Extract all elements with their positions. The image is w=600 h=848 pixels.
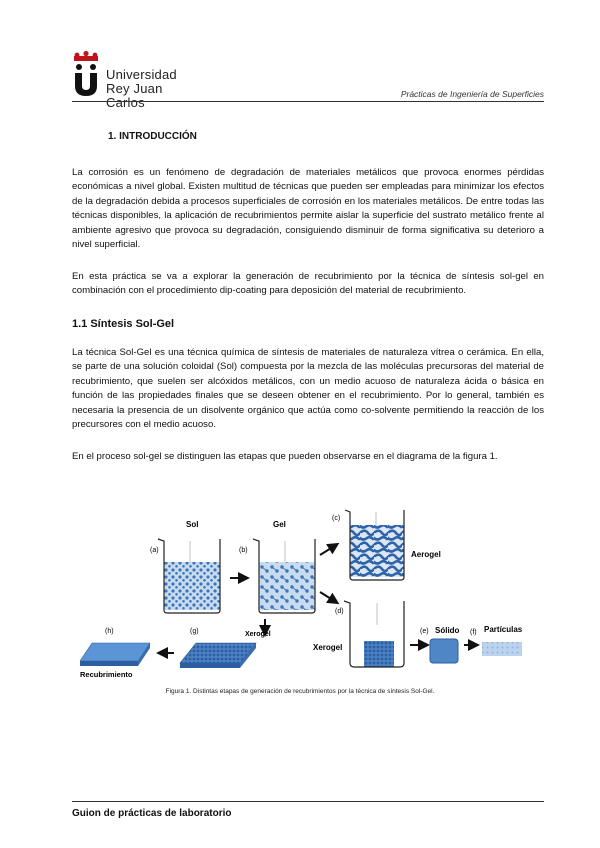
label-recubrimiento: Recubrimiento: [80, 670, 133, 679]
crown-u-logo-icon: [72, 50, 102, 96]
label-xerogel-left: Xerogel: [245, 631, 271, 638]
particles-block: [482, 642, 522, 656]
label-f: (f): [470, 629, 477, 636]
beaker-xerogel: [344, 601, 404, 667]
label-gel: Gel: [273, 520, 286, 529]
label-a: (a): [150, 547, 159, 554]
paragraph-practica: En esta práctica se va a explorar la generación de recubrimiento por la técnica de síntesis sol-gel en combinación con el procedimiento dip-coating para deposición del material de recubrimiento.: [72, 271, 544, 297]
header-divider: [72, 101, 544, 102]
label-aerogel: Aerogel: [411, 550, 441, 559]
paragraph-etapas: En el proceso sol-gel se distinguen las etapas que pueden observarse en el diagrama de la figura 1.: [72, 451, 498, 462]
label-xerogel-right: Xerogel: [313, 643, 343, 652]
sol-gel-diagram: [80, 505, 540, 685]
label-g: (g): [190, 628, 199, 635]
coating-plate: [80, 643, 150, 666]
label-c: (c): [332, 515, 341, 522]
paragraph-corrosion: La corrosión es un fenómeno de degradación de materiales metálicos que provoca enormes pérdidas económicas a nivel global. Existen multitud de técnicas que pueden ser empleadas para minimizar los efectos de la degradación debida a procesos superficiales de corrosión en los materiales metálicos. De entre todas las técnicas disponibles, la aplicación de recubrimientos permite aislar la superficie del sustrato metálico frente al ambiente agresivo que provoca su degradación, consiguiendo disminuir de forma significativa su deterioro a nivel superficial.: [72, 167, 544, 251]
beaker-aerogel: [345, 510, 404, 580]
coated-plate: [180, 643, 256, 668]
arrow-gel-to-xerogel: [320, 592, 336, 602]
label-b: (b): [239, 547, 248, 554]
section-heading-sintesis-sol-gel: 1.1 Síntesis Sol-Gel: [72, 318, 175, 330]
label-h: (h): [105, 628, 114, 635]
label-e: (e): [420, 628, 429, 635]
label-sol: Sol: [186, 520, 199, 529]
label-particulas: Partículas: [484, 625, 523, 634]
course-title: Prácticas de Ingeniería de Superficies: [400, 89, 544, 99]
university-name-line2: Rey Juan Carlos: [106, 81, 163, 110]
footer-divider: [72, 801, 544, 802]
label-d: (d): [335, 608, 344, 615]
paragraph-tecnica-sol-gel: La técnica Sol-Gel es una técnica química de síntesis de materiales de naturaleza vítrea o cerámica. En ella, se parte de una solución coloidal (Sol) compuesta por la mezcla de las moléculas precursoras del material de recubrimiento, que suelen ser alcóxidos metálicos, con un medio acuoso de naturaleza ácida o básica en función de las propiedades finales que se deseen obtener en el recubrimiento. Por lo general, también es necesaria la presencia de un disolvente orgánico que actúa como co-solvente permitiendo la reacción de los precursores con el medio acuoso.: [72, 347, 544, 431]
label-solido: Sólido: [435, 626, 460, 635]
beaker-sol: [158, 539, 220, 613]
solid-block: [430, 639, 458, 663]
beaker-gel: [253, 539, 315, 613]
arrow-gel-to-aerogel: [320, 545, 336, 555]
section-heading-introduccion: 1. INTRODUCCIÓN: [108, 131, 197, 142]
figure-caption: Figura 1. Distintas etapas de generación de recubrimientos por la técnica de síntesis Sol-Gel.: [165, 688, 435, 695]
footer-text: Guion de prácticas de laboratorio: [72, 808, 232, 819]
university-logo: [72, 50, 202, 110]
university-name-line1: Universidad: [106, 67, 177, 82]
